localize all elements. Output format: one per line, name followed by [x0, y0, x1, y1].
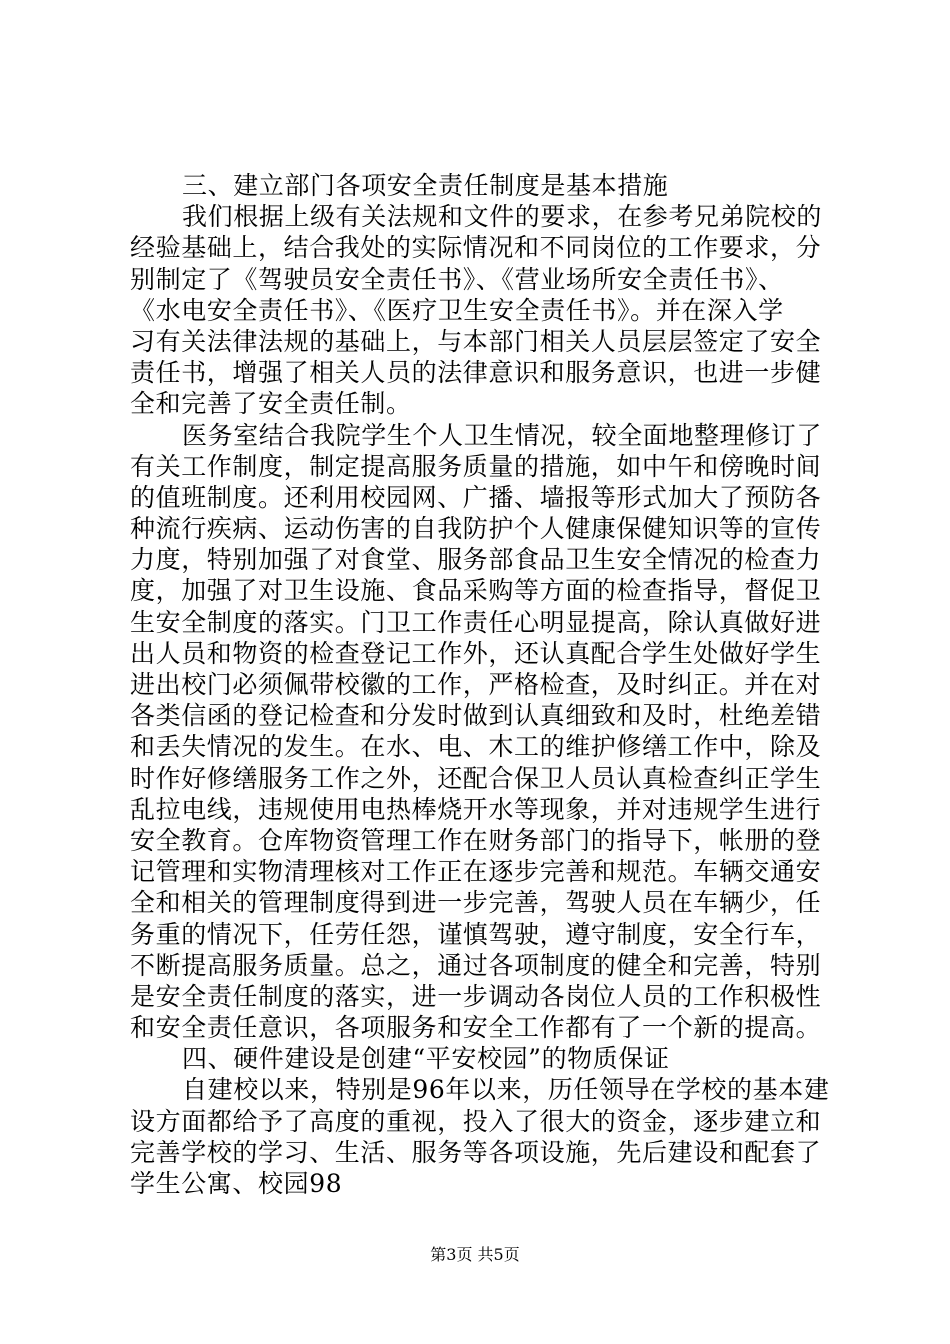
text-line: 责任书，增强了相关人员的法律意识和服务意识，也进一步健: [130, 358, 822, 388]
text-line: 和丢失情况的发生。在水、电、木工的维护修缮工作中，除及: [130, 732, 822, 762]
text-line: 记管理和实物清理核对工作正在逐步完善和规范。车辆交通安: [130, 857, 822, 887]
text-line: 安全教育。仓库物资管理工作在财务部门的指导下，帐册的登: [130, 825, 822, 855]
text-line: 三、建立部门各项安全责任制度是基本措施: [182, 171, 669, 200]
text-line: 的值班制度。还利用校园网、广播、墙报等形式加大了预防各: [130, 482, 822, 512]
text-line: 医务室结合我院学生个人卫生情况，较全面地整理修订了: [182, 420, 823, 450]
text-line: 乱拉电线，违规使用电热棒烧开水等现象，并对违规学生进行: [130, 794, 822, 824]
text-line: 出人员和物资的检查登记工作外，还认真配合学生处做好学生: [130, 638, 822, 668]
text-line: 有关工作制度，制定提高服务质量的措施，如中午和傍晚时间: [130, 451, 822, 481]
text-line: 进出校门必须佩带校徽的工作，严格检查，及时纠正。并在对: [130, 670, 822, 699]
text-line: 各类信函的登记检查和分发时做到认真细致和及时，杜绝差错: [130, 701, 822, 731]
text-line: 时作好修缮服务工作之外，还配合保卫人员认真检查纠正学生: [130, 763, 822, 793]
text-line: 是安全责任制度的落实，进一步调动各岗位人员的工作积极性: [130, 981, 822, 1011]
text-line: 度，加强了对卫生设施、食品采购等方面的检查指导，督促卫: [130, 576, 822, 606]
text-line: 设方面都给予了高度的重视，投入了很大的资金，逐步建立和: [130, 1106, 822, 1136]
text-line: 生安全制度的落实。门卫工作责任心明显提高，除认真做好进: [130, 607, 822, 637]
text-line: 经验基础上，结合我处的实际情况和不同岗位的工作要求，分: [130, 233, 822, 263]
text-line: 习有关法律法规的基础上，与本部门相关人员层层签定了安全: [130, 326, 822, 356]
document-body: [130, 170, 830, 1199]
text-line: 完善学校的学习、生活、服务等各项设施，先后建设和配套了: [130, 1137, 822, 1167]
text-line: 《水电安全责任书》、《医疗卫生安全责任书》。并在深入学: [130, 295, 784, 325]
text-line: 和安全责任意识，各项服务和安全工作都有了一个新的提高。: [130, 1013, 822, 1043]
text-line: 学生公寓、校园98: [130, 1169, 343, 1198]
text-line: 自建校以来，特别是96年以来，历任领导在学校的基本建: [182, 1075, 830, 1105]
text-line: 不断提高服务质量。总之，通过各项制度的健全和完善，特别: [130, 950, 822, 980]
text-line: 种流行疾病、运动伤害的自我防护个人健康保健知识等的宣传: [130, 514, 822, 544]
text-line: 全和相关的管理制度得到进一步完善，驾驶人员在车辆少，任: [130, 888, 822, 918]
text-line: 全和完善了安全责任制。: [130, 389, 412, 419]
text-line: 力度，特别加强了对食堂、服务部食品卫生安全情况的检查力: [130, 545, 822, 575]
text-line: 别制定了《驾驶员安全责任书》、《营业场所安全责任书》、: [130, 264, 784, 294]
text-line: 我们根据上级有关法规和文件的要求，在参考兄弟院校的: [182, 202, 823, 232]
page-footer: 第3页 共5页: [430, 1245, 520, 1264]
text-line: 务重的情况下，任劳任怨，谨慎驾驶，遵守制度，安全行车，: [130, 919, 822, 949]
text-line: 四、硬件建设是创建“平安校园”的物质保证: [182, 1044, 670, 1074]
